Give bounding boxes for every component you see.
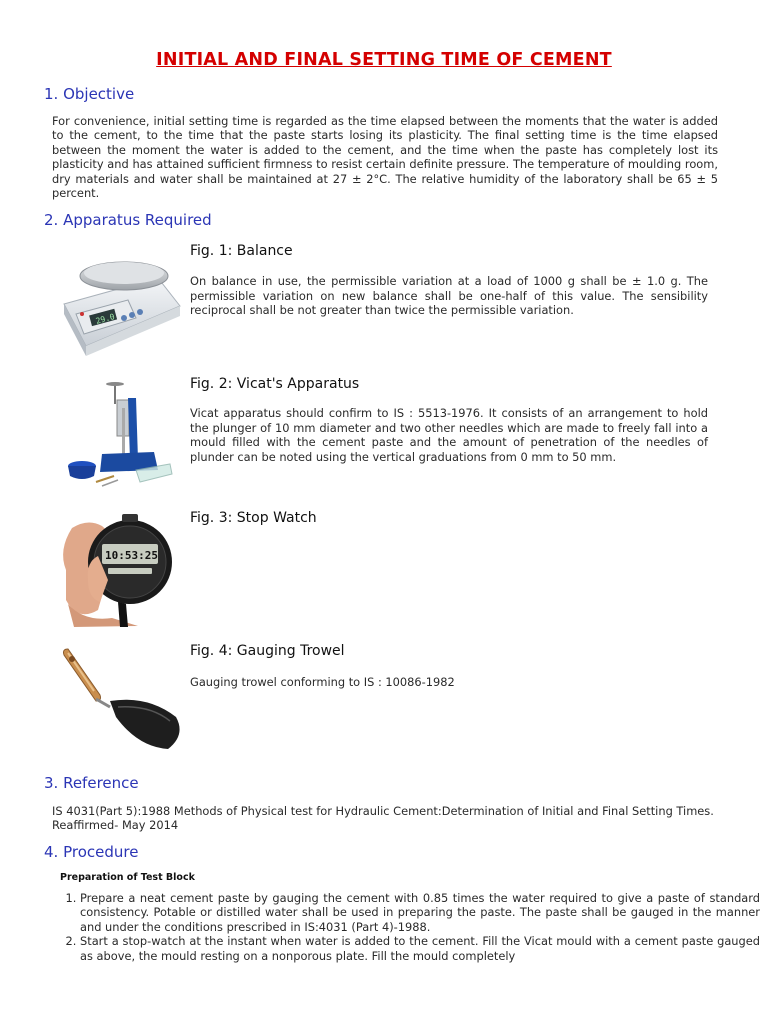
stop-watch-image: [58, 510, 185, 627]
fig4-text: Gauging trowel conforming to IS : 10086-1982: [190, 675, 455, 689]
fig2-title: Fig. 2: Vicat's Apparatus: [190, 376, 360, 392]
reference-text: IS 4031(Part 5):1988 Methods of Physical test for Hydraulic Cement:Determination of Initial and Final Setting Times. Reaffirmed- May 2014: [52, 804, 714, 833]
balance-image: [58, 244, 182, 362]
fig2-text: Vicat apparatus should confirm to IS : 5513-1976. It consists of an arrangement to hold the plunger of 10 mm diameter and two other needles which are made to freely fall into a mould filled with the cement paste and the amount of penetration of the needles of plunder can be noted using the vertical graduations from 0 mm to 50 mm.: [190, 406, 708, 464]
page-title: INITIAL AND FINAL SETTING TIME OF CEMENT: [156, 50, 612, 70]
procedure-heading: 4. Procedure: [44, 843, 139, 861]
objective-text: For convenience, initial setting time is regarded as the time elapsed between the moments that the water is added to the cement, to the time that the paste starts losing its plasticity. The final setting time is the time elapsed between the moment the water is added to the cement, and the time when the paste has completely lost its plasticity and has attained sufficient firmness to resist certain definite pressure. The temperature of moulding room, dry materials and water shall be maintained at 27 ± 2°C. The relative humidity of the laboratory shall be 65 ± 5 percent.: [52, 114, 718, 201]
apparatus-heading: 2. Apparatus Required: [44, 211, 212, 229]
reference-heading: 3. Reference: [44, 774, 139, 792]
gauging-trowel-image: [58, 645, 186, 755]
procedure-steps: [52, 891, 760, 963]
objective-heading: 1. Objective: [44, 85, 135, 103]
fig4-title: Fig. 4: Gauging Trowel: [190, 643, 345, 659]
fig1-text: On balance in use, the permissible variation at a load of 1000 g shall be ± 1.0 g. The permissible variation on new balance shall be one-half of this value. The sensibility reciprocal shall be not greater than twice the permissible variation.: [190, 274, 708, 318]
procedure-step: 2. Start a stop-watch at the instant when water is added to the cement. Fill the Vicat mould with a cement paste gauged as above, the mould resting on a nonporous plate. Fill the mould completely: [80, 934, 760, 963]
stopwatch-display-readout: 10:53:25: [105, 549, 158, 562]
vicat-apparatus-image: [62, 378, 174, 490]
balance-display-readout: 29.0: [94, 312, 116, 326]
fig1-title: Fig. 1: Balance: [190, 243, 293, 259]
procedure-subheading: Preparation of Test Block: [60, 872, 195, 883]
procedure-step: 1. Prepare a neat cement paste by gauging the cement with 0.85 times the water required to give a paste of standard consistency. Potable or distilled water shall be used in preparing the paste. The paste shall be gauged in the manner and under the conditions prescribed in IS:4031 (Part 4)-1988.: [80, 891, 760, 934]
fig3-title: Fig. 3: Stop Watch: [190, 510, 317, 526]
